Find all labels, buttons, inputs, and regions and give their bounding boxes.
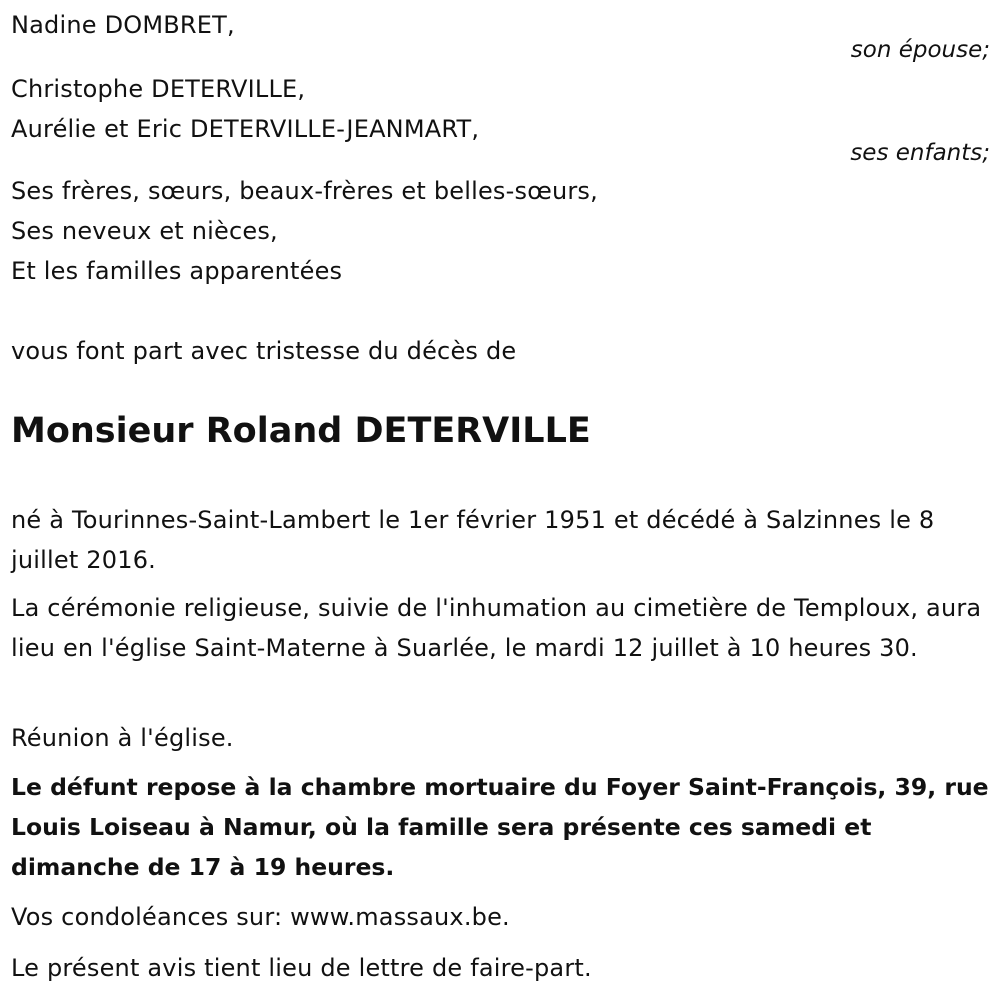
viewing-paragraph: Le défunt repose à la chambre mortuaire du Foyer Saint-François, 39, rue Louis Loiseau à Namur, où la famille sera présente ces samedi et dimanche de 17 à 19 heures. (11, 773, 989, 881)
notice-paragraph: Le présent avis tient lieu de lettre de faire-part. (11, 954, 592, 982)
child-name-2: Aurélie et Eric DETERVILLE-JEANMART, (11, 115, 480, 143)
condolences-paragraph: Vos condoléances sur: www.massaux.be. (11, 903, 510, 931)
relatives-line-1: Ses frères, sœurs, beaux-frères et belles-sœurs, (11, 177, 598, 205)
birth-death-paragraph: né à Tourinnes-Saint-Lambert le 1er février 1951 et décédé à Salzinnes le 8 juillet 2016. (11, 506, 935, 574)
meeting-paragraph: Réunion à l'église. (11, 724, 234, 752)
deceased-name: Monsieur Roland DETERVILLE (11, 411, 591, 451)
spouse-role: son épouse; (850, 37, 990, 63)
spouse-name: Nadine DOMBRET, (11, 11, 235, 39)
relatives-line-3: Et les familles apparentées (11, 257, 343, 285)
relatives-line-2: Ses neveux et nièces, (11, 217, 278, 245)
announcement-text: vous font part avec tristesse du décès de (11, 337, 517, 365)
child-name-1: Christophe DETERVILLE, (11, 75, 306, 103)
ceremony-paragraph: La cérémonie religieuse, suivie de l'inhumation au cimetière de Temploux, aura lieu en l'église Saint-Materne à Suarlée, le mardi 12 juillet à 10 heures 30. (11, 594, 982, 662)
children-role: ses enfants; (850, 140, 990, 166)
